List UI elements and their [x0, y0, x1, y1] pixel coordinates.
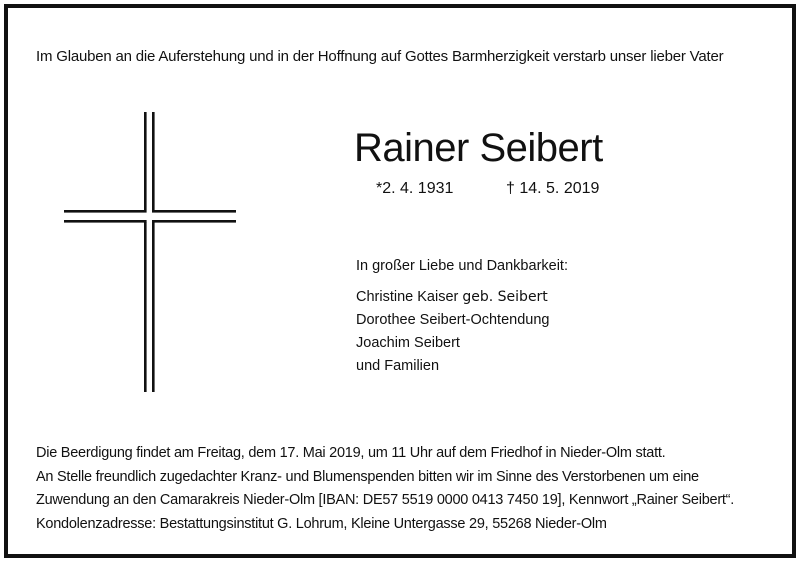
intro-text: Im Glauben an die Auferstehung und in der Hoffnung auf Gottes Barmherzigkeit verstarb unser lieber Vater — [36, 48, 724, 65]
mourner-item — [356, 355, 549, 378]
footer-text — [36, 442, 734, 536]
mourner-name: Christine Kaiser — [356, 289, 459, 305]
mourner-name: und Familien — [356, 358, 440, 374]
mourner-maiden-name: geb. Seibert — [462, 289, 548, 305]
mourners-intro: In großer Liebe und Dankbarkeit: — [356, 258, 568, 274]
funeral-info: Die Beerdigung findet am Freitag, dem 17. Mai 2019, um 11 Uhr auf dem Friedhof in Nieder-Olm statt. — [36, 445, 666, 461]
mourner-item — [356, 286, 549, 309]
condolence-address: Kondolenzadresse: Bestattungsinstitut G. Lohrum, Kleine Untergasse 29, 55268 Nieder-Olm — [36, 515, 607, 532]
mourner-name: Joachim Seibert — [356, 335, 460, 351]
death-date: † 14. 5. 2019 — [506, 180, 600, 197]
donation-info-line: An Stelle freundlich zugedachter Kranz- und Blumenspenden bitten wir im Sinne des Verstorbenen um eine — [36, 468, 699, 485]
birth-date: *2. 4. 1931 — [376, 180, 454, 197]
cross-icon — [64, 112, 236, 392]
deceased-name: Rainer Seibert — [354, 126, 603, 170]
mourner-item — [356, 309, 549, 332]
mourner-name: Dorothee Seibert-Ochtendung — [356, 312, 550, 328]
donation-info-line: Zuwendung an den Camarakreis Nieder-Olm [IBAN: DE57 5519 0000 0413 7450 19], Kennwort „Rainer Seibert“. — [36, 492, 735, 508]
mourner-item — [356, 332, 549, 355]
obituary-notice — [4, 4, 796, 558]
mourners-list — [356, 286, 549, 378]
